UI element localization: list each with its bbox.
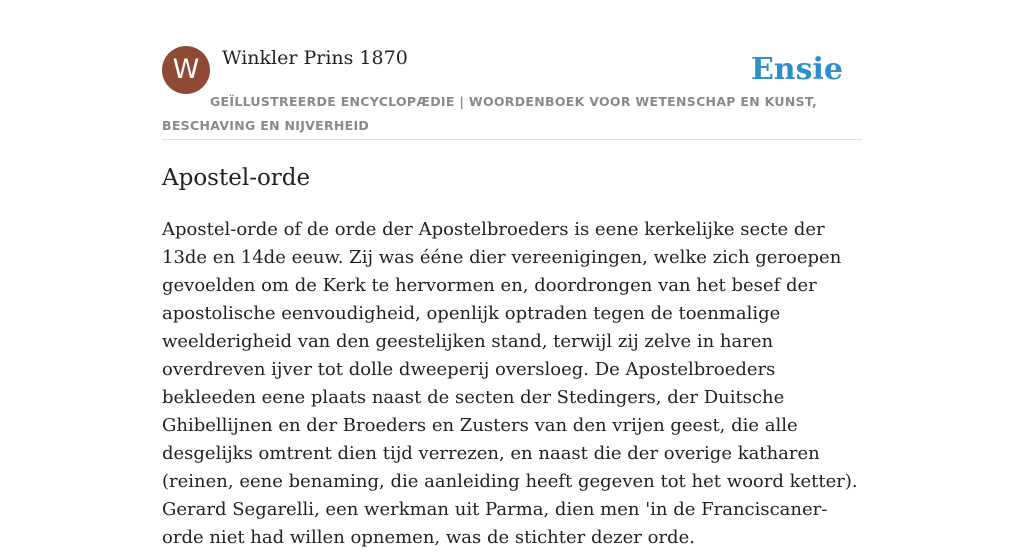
source-subtitle: GEÏLLUSTREERDE ENCYCLOPÆDIE | WOORDENBOEK VOOR WETENSCHAP EN KUNST, BESCHAVING EN NIJVERHEID [162, 94, 818, 133]
header-divider [162, 139, 862, 140]
source-title-link[interactable]: Winkler Prins 1870 [222, 47, 408, 69]
article-body: Apostel-orde of de orde der Apostelbroeders is eene kerkelijke secte der 13de en 14de eeuw. Zij was ééne dier vereenigingen, welke zich geroepen gevoelden om de Kerk te hervormen en, doordrongen van het besef der apostolische eenvoudigheid, openlijk optraden tegen de toenmalige weelderigheid van den geestelijken stand, terwijl zij zelve in haren overdreven ijver tot dolle dweeperij oversloeg. De Apostelbroeders bekleeden eene plaats naast de secten der Stedingers, der Duitsche Ghibellijnen en der Broeders en Zusters van den vrijen geest, die alle desgelijks omtrent dien tijd verrezen, en naast die der overige katharen (reinen, eene benaming, die aanleiding heeft gegeven tot het woord ketter). Gerard Segarelli, een werkman uit Parma, dien men 'in de Franciscaner-orde niet had willen opnemen, was de stichter dezer orde. [162, 219, 858, 548]
ensie-logo[interactable]: Ensie [750, 52, 843, 87]
source-avatar[interactable]: W [162, 46, 210, 94]
article-title: Apostel-orde [162, 165, 311, 191]
